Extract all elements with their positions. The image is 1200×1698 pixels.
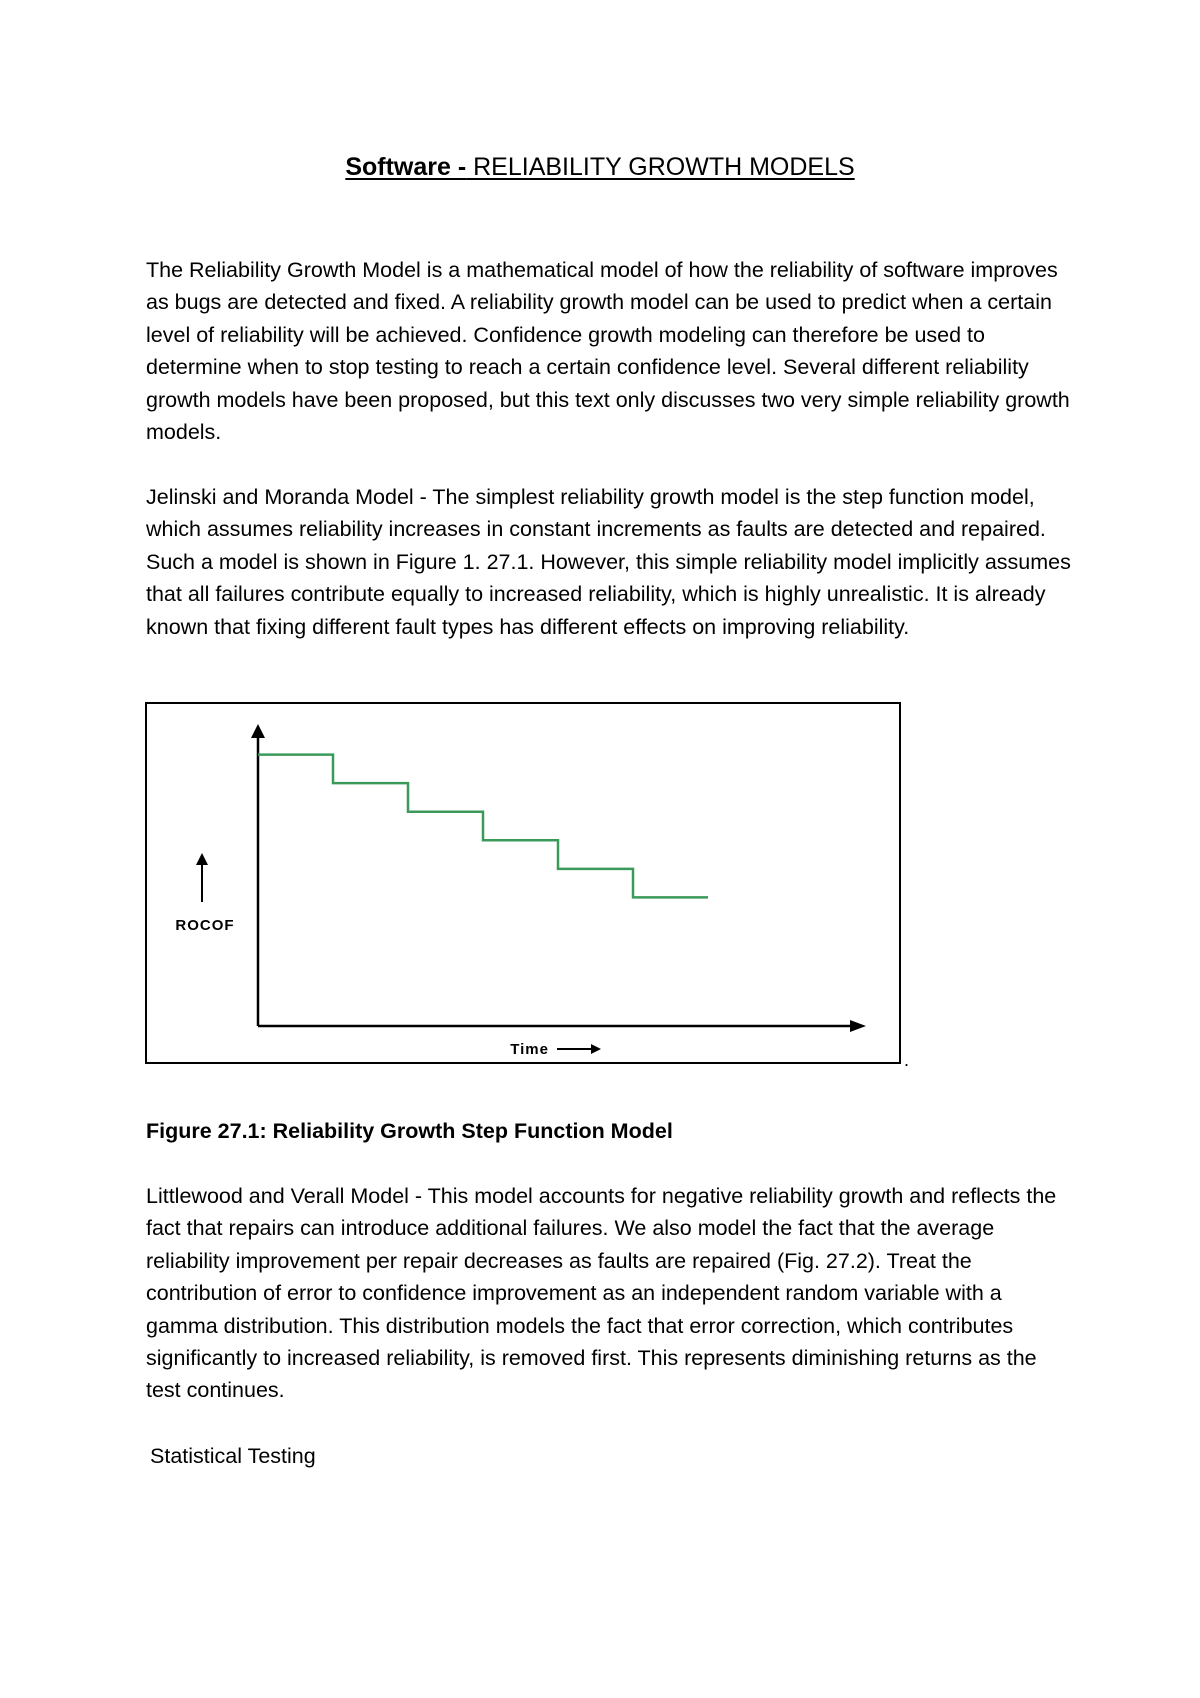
paragraph-littlewood-verall: Littlewood and Verall Model - This model accounts for negative reliability growth and reflects the fact that repairs can introduce additional failures. We also model the fact that the average reliability improvement per repair decreases as faults are repaired (Fig. 27.2). Treat the contribution of error to confidence improvement as an independent random variable with a gamma distribution. This distribution models the fact that error correction, which contributes significantly to increased reliability, is removed first. This represents diminishing returns as the test continues. bbox=[146, 1184, 1057, 1403]
y-axis-label: ROCOF bbox=[175, 917, 235, 934]
chart-svg bbox=[145, 702, 901, 1064]
figure-caption: Figure 27.1: Reliability Growth Step Function Model bbox=[146, 1119, 673, 1143]
trailing-period: . bbox=[904, 1050, 910, 1070]
paragraph-jelinski-moranda: Jelinski and Moranda Model - The simplest reliability growth model is the step function model, which assumes reliability increases in constant increments as faults are detected and repaired. Such a model is shown in Figure 1. 27.1. However, this simple reliability model implicitly assumes that all failures contribute equally to increased reliability, which is highly unrealistic. It is already known that fixing different fault types has different effects on improving reliability. bbox=[146, 485, 1071, 639]
paragraph-intro: The Reliability Growth Model is a mathematical model of how the reliability of software improves as bugs are detected and fixed. A reliability growth model can be used to predict when a certain level of reliability will be achieved. Confidence growth modeling can therefore be used to determine when to stop testing to reach a certain confidence level. Several different reliability growth models have been proposed, but this text only discusses two very simple reliability growth models. bbox=[146, 258, 1070, 445]
x-axis-label: Time bbox=[510, 1041, 549, 1058]
title-main: RELIABILITY GROWTH MODELS bbox=[466, 153, 855, 181]
page-title bbox=[0, 150, 1200, 184]
title-prefix: Software - bbox=[345, 153, 467, 181]
heading-statistical-testing: Statistical Testing bbox=[150, 1444, 316, 1468]
figure-step-function-chart bbox=[145, 702, 901, 1064]
